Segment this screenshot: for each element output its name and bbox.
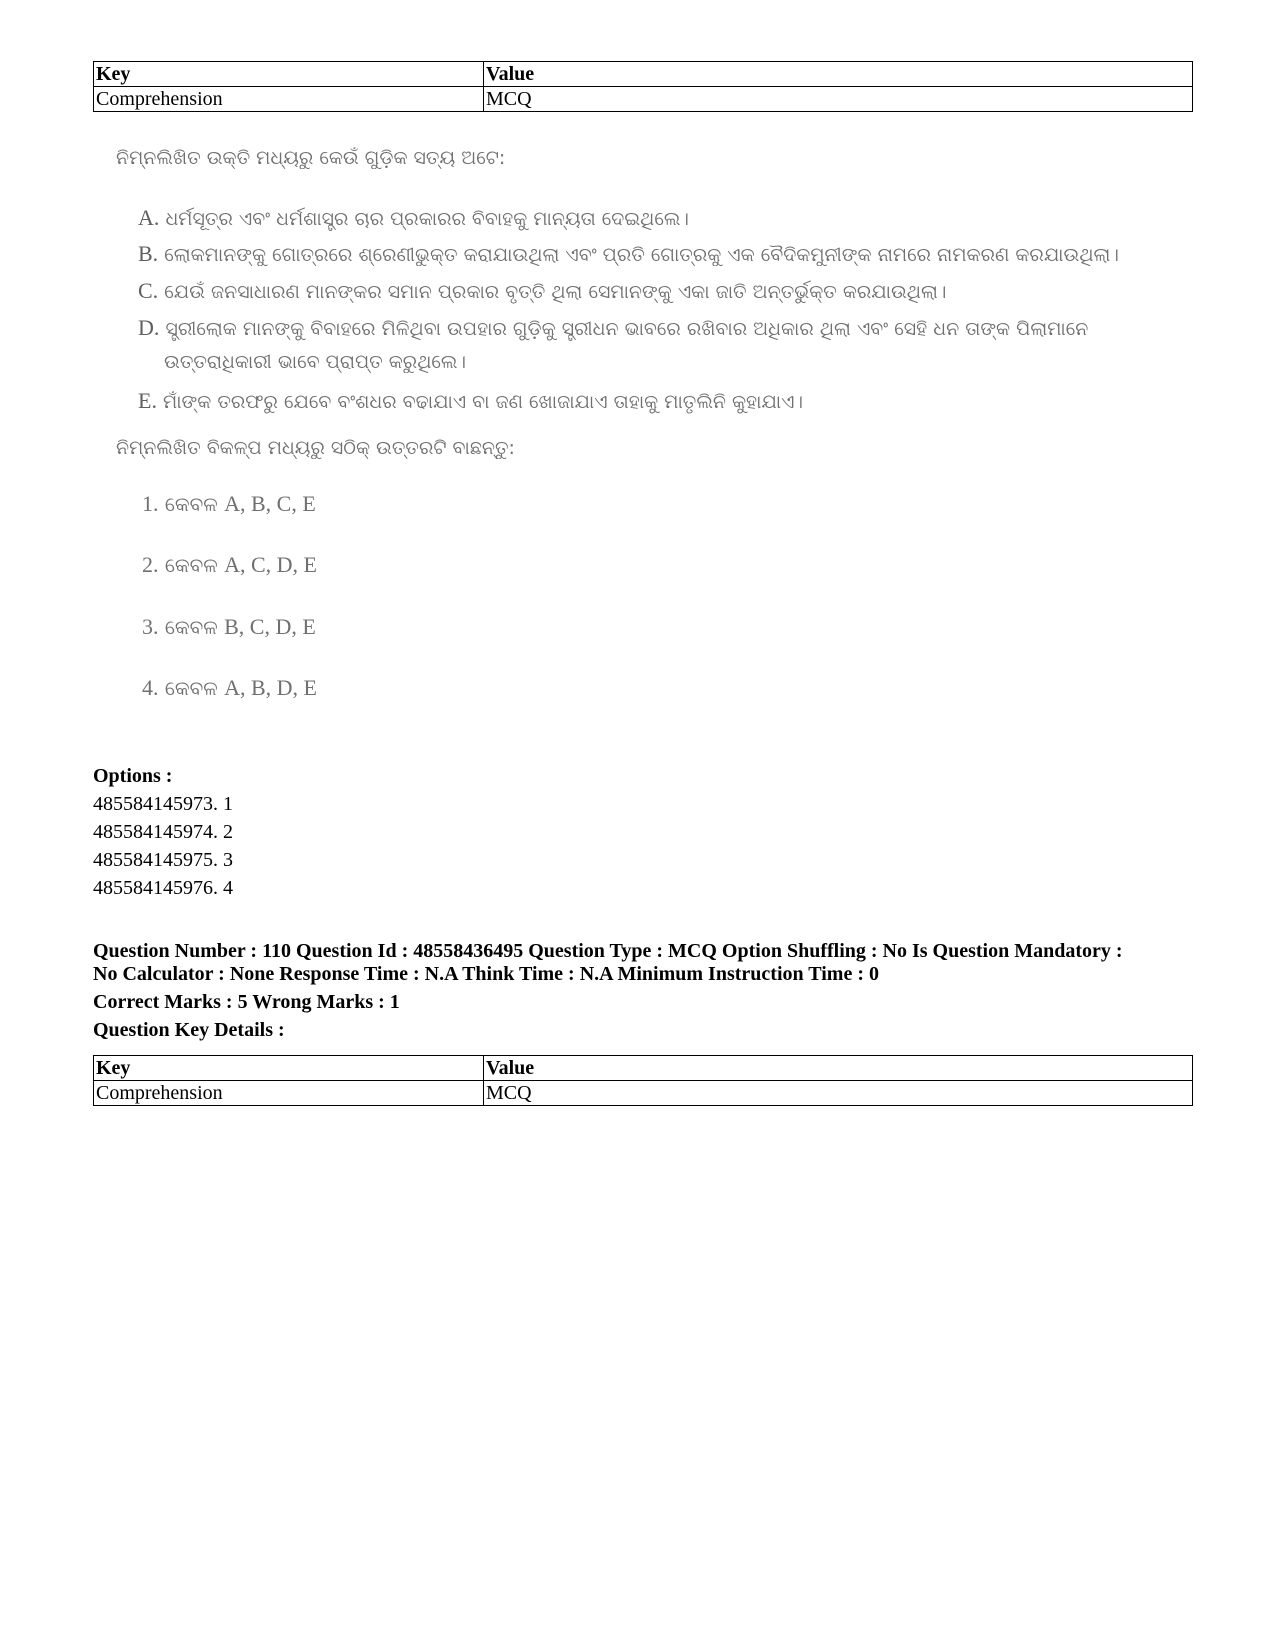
statement-letter: E. (138, 388, 157, 413)
key-details-table-bottom (93, 1055, 1193, 1106)
statement-letter: B. (138, 241, 159, 266)
question-image (110, 137, 1150, 742)
statement-letter: D. (138, 315, 160, 340)
choice-letters: A, B, D, E (224, 675, 317, 700)
question-intro: ନିମ୍ନଲିଖିତ ଉକ୍ତି ମଧ୍ୟରୁ କେଉଁ ଗୁଡ଼ିକ ସତ୍ୟ ଅଟେ: (116, 147, 506, 169)
choice-1 (142, 491, 316, 517)
statement-letter: C. (138, 278, 159, 303)
choice-word: କେବଳ (164, 492, 218, 516)
choice-word: କେବଳ (164, 615, 218, 639)
table-row (94, 87, 1193, 112)
choice-letters: A, B, C, E (224, 491, 316, 516)
option-item-1: 485584145973. 1 (93, 793, 233, 815)
choice-word: କେବଳ (164, 676, 218, 700)
marks-line: Correct Marks : 5 Wrong Marks : 1 (93, 991, 400, 1013)
cell-value: MCQ (484, 87, 1193, 112)
statement-c (138, 278, 946, 304)
choice-number: 1. (142, 491, 159, 516)
statement-d-continuation: ଉତ୍ତରାଧିକାରୀ ଭାବେ ପ୍ରାପ୍ତ କରୁଥିଲେ। (164, 351, 467, 373)
choice-4 (142, 675, 317, 701)
header-value: Value (484, 1056, 1193, 1081)
key-details-table-top (93, 61, 1193, 112)
key-details-label: Question Key Details : (93, 1019, 285, 1041)
statement-text: ମାଁଙ୍କ ତରଫରୁ ଯେବେ ବଂଶଧର ବଢାଯାଏ ବା ଜଣ ଖୋଜାଯାଏ ତାହାକୁ ମାତୃଲିନି କୁହାଯାଏ। (163, 391, 804, 413)
statement-text: ଯେଉଁ ଜନସାଧାରଣ ମାନଙ୍କର ସମାନ ପ୍ରକାର ବୃତ୍ତି ଥିଲା ସେମାନଙ୍କୁ ଏକା ଜାତି ଅନ୍ତର୍ଭୁକ୍ତ କରଯାଉଥିଲା। (164, 281, 947, 303)
statement-a (138, 205, 689, 231)
options-label: Options : (93, 765, 173, 787)
choice-letters: B, C, D, E (224, 614, 316, 639)
select-prompt: ନିମ୍ନଲିଖିତ ବିକଳ୍ପ ମଧ୍ୟରୁ ସଠିକ୍ ଉତ୍ତରଟି ବାଛନ୍ତୁ: (116, 437, 515, 459)
statement-e (138, 388, 803, 414)
choice-2 (142, 552, 317, 578)
choice-number: 2. (142, 552, 159, 577)
header-value: Value (484, 62, 1193, 87)
statement-text: ଲୋକମାନଙ୍କୁ ଗୋତ୍ରରେ ଶ୍ରେଣୀଭୁକ୍ତ କରାଯାଉଥିଲା ଏବଂ ପ୍ରତି ଗୋତ୍ରକୁ ଏକ ବୈଦିକମୁନୀଙ୍କ ନାମରେ ନାମକରଣ କରଯାଉଥିଲା। (164, 244, 1119, 266)
header-key: Key (94, 1056, 484, 1081)
choice-number: 3. (142, 614, 159, 639)
table-header-row (94, 1056, 1193, 1081)
choice-3 (142, 614, 316, 640)
statement-text: ଧର୍ମସୂତ୍ର ଏବଂ ଧର୍ମଶାସ୍ତ୍ର ଚାର ପ୍ରକାରର ବିବାହକୁ ମାନ୍ୟତା ଦେଇଥିଲେ। (165, 208, 689, 230)
cell-key: Comprehension (94, 1081, 484, 1106)
question-meta-line-1: Question Number : 110 Question Id : 48558436495 Question Type : MCQ Option Shuffling : No Is Question Mandatory : (93, 940, 1123, 962)
question-meta-line-2: No Calculator : None Response Time : N.A Think Time : N.A Minimum Instruction Time : 0 (93, 963, 879, 985)
option-item-2: 485584145974. 2 (93, 821, 233, 843)
statement-letter: A. (138, 205, 160, 230)
cell-value: MCQ (484, 1081, 1193, 1106)
header-key: Key (94, 62, 484, 87)
table-row (94, 1081, 1193, 1106)
option-item-3: 485584145975. 3 (93, 849, 233, 871)
statement-text: ସ୍ତ୍ରୀଲୋକ ମାନଙ୍କୁ ବିବାହରେ ମିଳିଥିବା ଉପହାର ଗୁଡ଼ିକୁ ସ୍ତ୍ରୀଧନ ଭାବରେ ରଖିବାର ଅଧିକାର ଥିଲା ଏବଂ ସେହି ଧନ ତାଙ୍କ ପିଲାମାନେ (165, 318, 1089, 340)
statement-d (138, 315, 1088, 341)
table-header-row (94, 62, 1193, 87)
option-item-4: 485584145976. 4 (93, 877, 233, 899)
choice-letters: A, C, D, E (224, 552, 317, 577)
cell-key: Comprehension (94, 87, 484, 112)
statement-b (138, 241, 1119, 267)
choice-word: କେବଳ (164, 553, 218, 577)
choice-number: 4. (142, 675, 159, 700)
